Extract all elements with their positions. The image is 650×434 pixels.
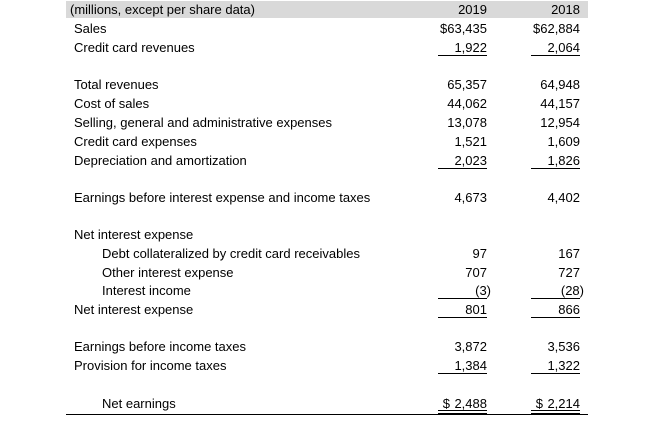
- row-label: Interest income: [102, 283, 191, 298]
- value-2018: 2,214: [547, 396, 580, 411]
- table-row: [66, 263, 588, 282]
- underline: [531, 168, 580, 169]
- table-row: [66, 94, 588, 113]
- underline: [438, 298, 487, 299]
- value-2018: 44,157: [540, 96, 580, 111]
- row-label: Sales: [74, 21, 107, 36]
- value-2018: 1,322: [547, 358, 580, 373]
- value-2018: 167: [558, 246, 580, 261]
- header-year-2019: 2019: [458, 2, 487, 17]
- value-2019: 4,673: [454, 190, 487, 205]
- row-bottom-rule: [66, 414, 588, 415]
- table-row: [66, 151, 588, 170]
- value-2018: 1,826: [547, 153, 580, 168]
- value-2019: 801: [465, 302, 487, 317]
- row-label: Net interest expense: [74, 302, 194, 317]
- table-row: [66, 225, 588, 244]
- table-row: [66, 132, 588, 151]
- currency-symbol: $: [535, 396, 543, 411]
- value-2018: 12,954: [540, 115, 580, 130]
- underline: [531, 55, 580, 56]
- value-2019: 1,521: [454, 134, 487, 149]
- row-label: Earnings before income taxes: [74, 339, 246, 354]
- row-label: Provision for income taxes: [74, 358, 227, 373]
- value-2018: (28): [560, 283, 584, 298]
- value-2019: 97: [472, 246, 487, 261]
- table-row: [66, 38, 588, 57]
- underline: [531, 317, 580, 318]
- value-2019: 2,023: [454, 153, 487, 168]
- table-row: [66, 75, 588, 94]
- currency-symbol: $: [442, 396, 450, 411]
- row-label: Credit card expenses: [74, 134, 197, 149]
- table-row: [66, 281, 588, 300]
- row-label: Earnings before interest expense and income taxes: [74, 190, 371, 205]
- header-label: (millions, except per share data): [70, 2, 255, 17]
- value-2018: 727: [558, 265, 580, 280]
- value-2018: 64,948: [540, 77, 580, 92]
- row-label: Other interest expense: [102, 265, 234, 280]
- row-label: Cost of sales: [74, 96, 150, 111]
- underline: [438, 317, 487, 318]
- table-row: [66, 188, 588, 207]
- value-2019: 2,488: [454, 396, 487, 411]
- value-2019: (3): [475, 283, 491, 298]
- table-row: [66, 113, 588, 132]
- table-row: [66, 244, 588, 263]
- table-row: [66, 394, 588, 416]
- table-header: [66, 1, 588, 18]
- row-label: Credit card revenues: [74, 40, 195, 55]
- value-2018: 2,064: [547, 40, 580, 55]
- value-2019: 44,062: [447, 96, 487, 111]
- value-2019: 13,078: [447, 115, 487, 130]
- row-label: Debt collateralized by credit card receivables: [102, 246, 360, 261]
- value-2018: 3,536: [547, 339, 580, 354]
- row-label: Depreciation and amortization: [74, 153, 247, 168]
- table-row: [66, 337, 588, 356]
- value-2018: 1,609: [547, 134, 580, 149]
- underline: [438, 373, 487, 374]
- underline: [438, 55, 487, 56]
- underline: [531, 373, 580, 374]
- table-row: [66, 356, 588, 375]
- value-2018: 866: [558, 302, 580, 317]
- underline: [438, 168, 487, 169]
- underline: [531, 298, 580, 299]
- value-2019: $63,435: [440, 21, 487, 36]
- header-year-2018: 2018: [551, 2, 580, 17]
- row-label: Net earnings: [102, 396, 176, 411]
- value-2019: 65,357: [447, 77, 487, 92]
- value-2019: 1,922: [454, 40, 487, 55]
- value-2019: 707: [465, 265, 487, 280]
- row-label: Selling, general and administrative expenses: [74, 115, 332, 130]
- table-row: [66, 300, 588, 319]
- table-row: [66, 19, 588, 38]
- value-2018: $62,884: [533, 21, 580, 36]
- value-2019: 3,872: [454, 339, 487, 354]
- value-2018: 4,402: [547, 190, 580, 205]
- value-2019: 1,384: [454, 358, 487, 373]
- row-label: Total revenues: [74, 77, 159, 92]
- row-label: Net interest expense: [74, 227, 194, 242]
